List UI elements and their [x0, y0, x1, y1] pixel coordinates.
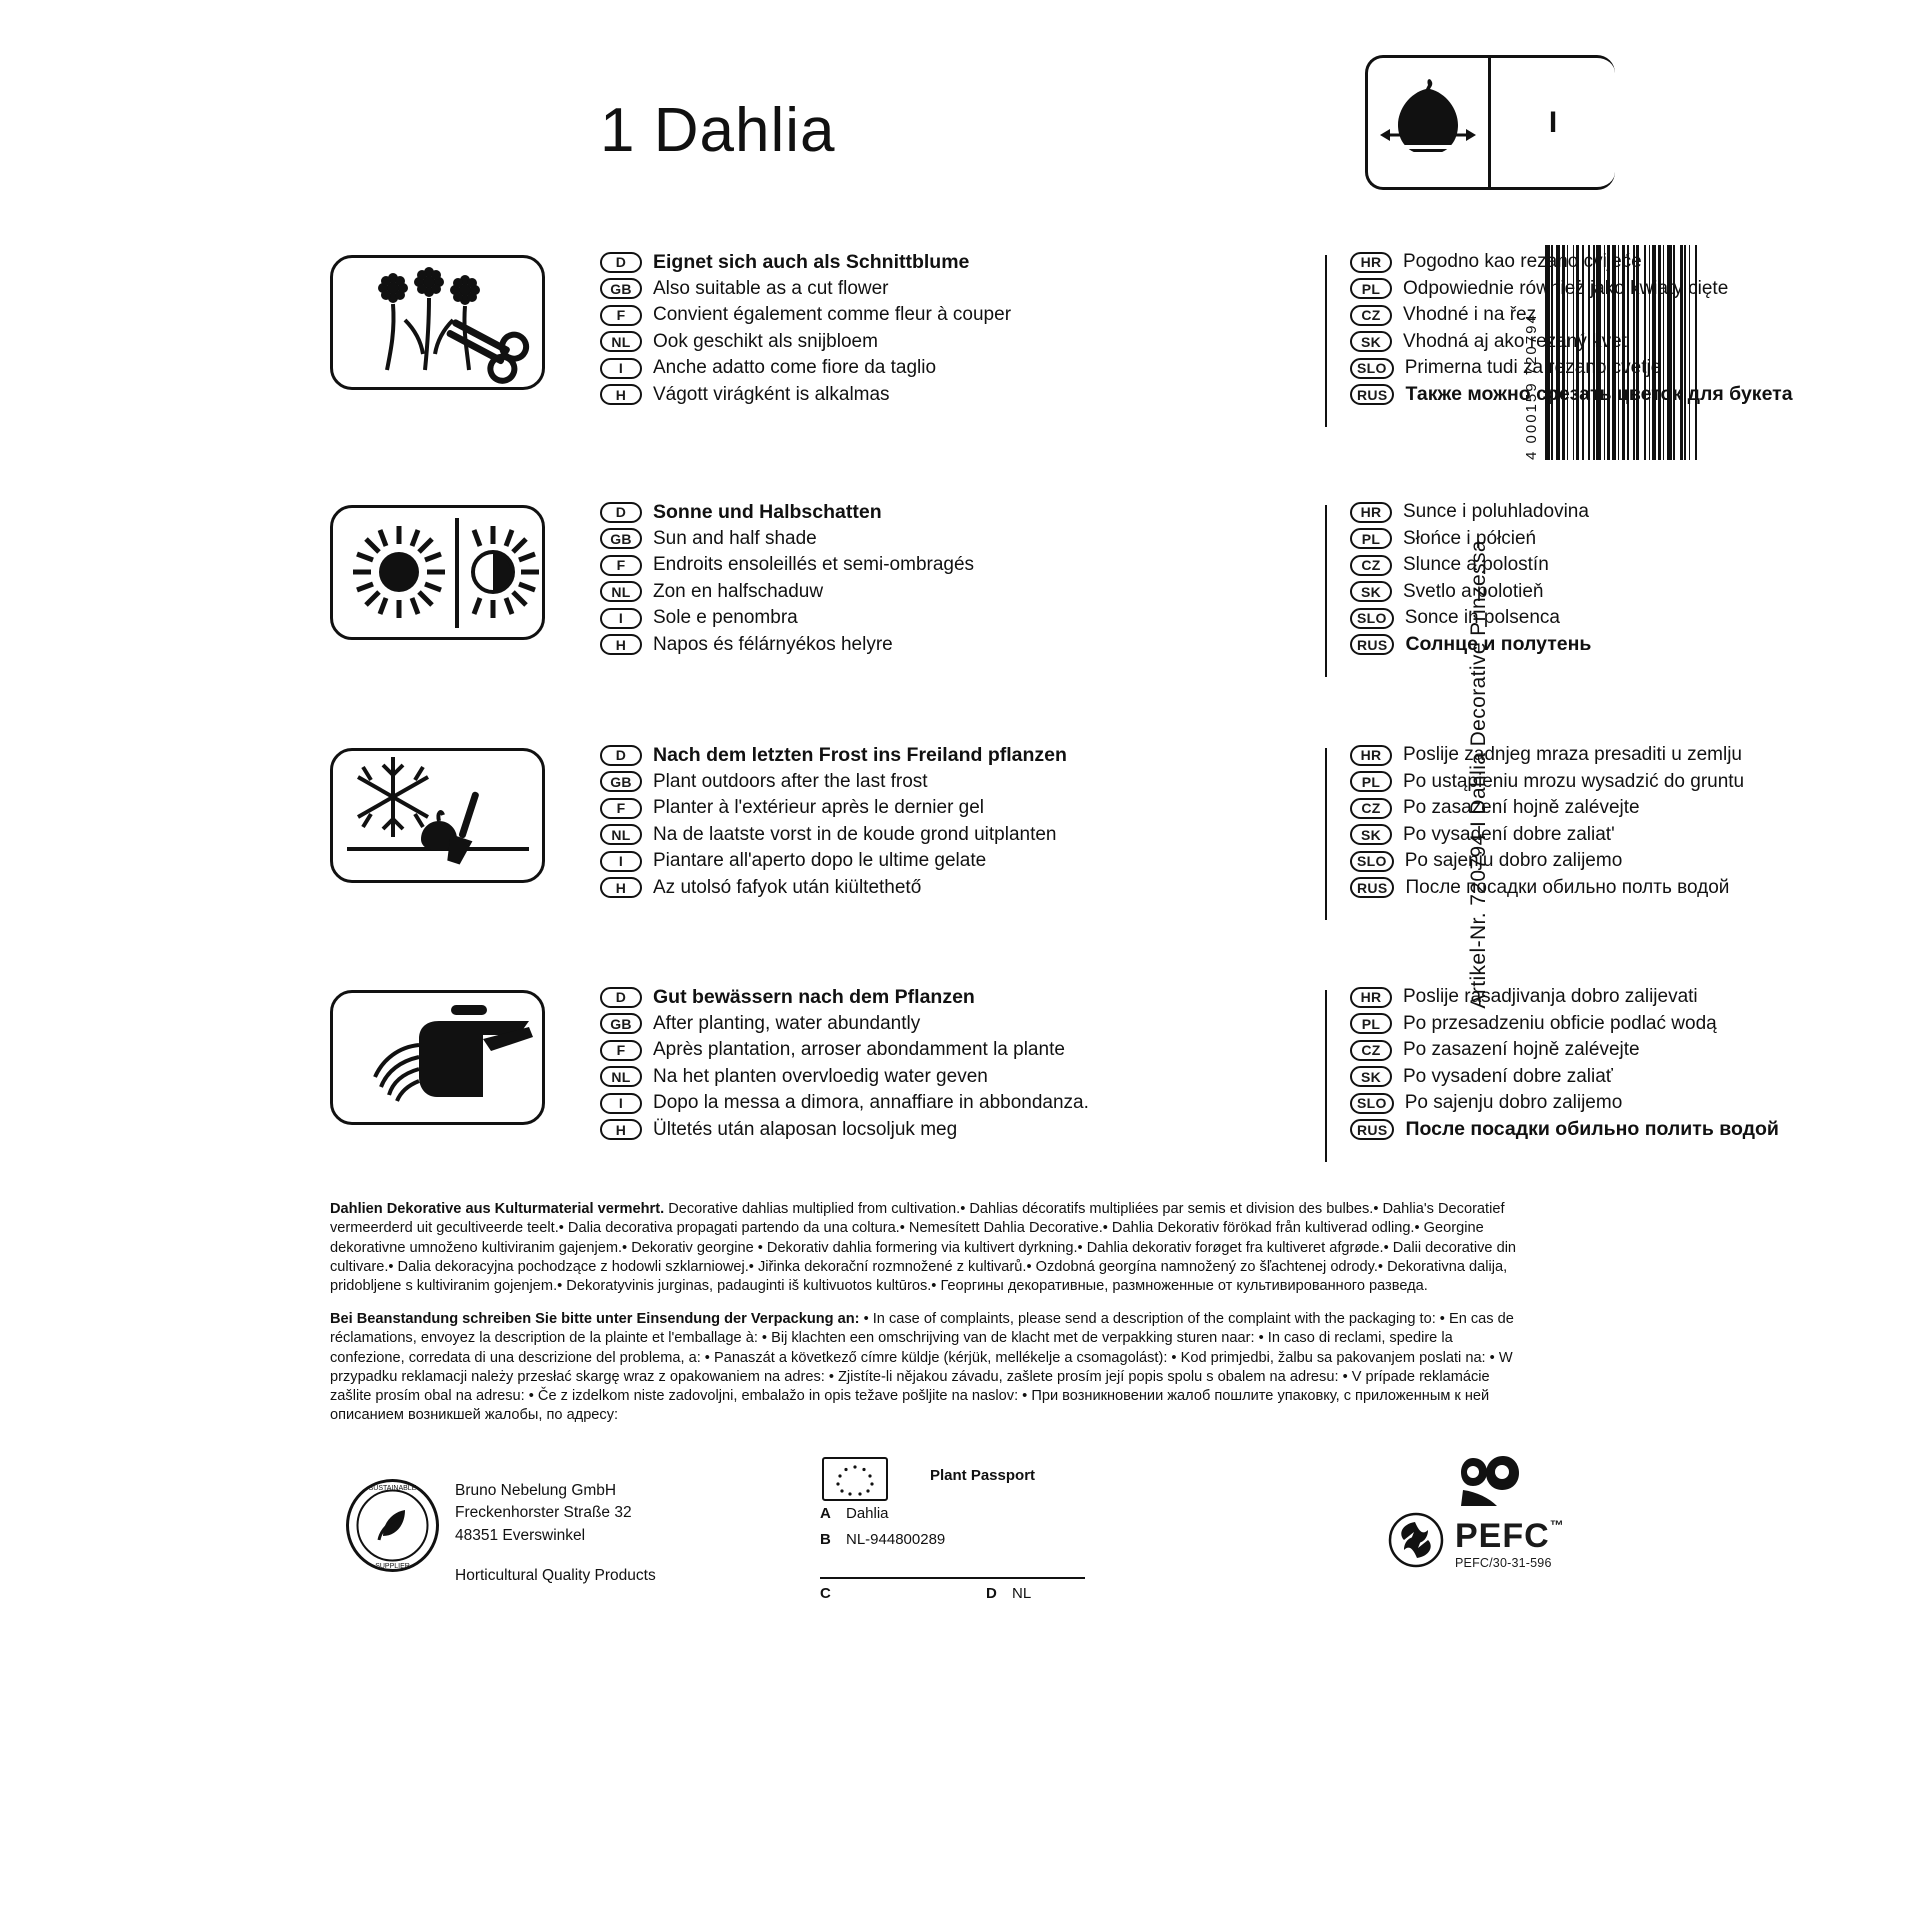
language-text: Vhodné i na řez	[1403, 304, 1537, 326]
language-text: После посадки обильно полить водой	[1405, 1118, 1779, 1141]
row-divider	[1325, 505, 1327, 677]
language-tag-slo: SLO	[1350, 1093, 1394, 1114]
cultivation-paragraph	[330, 1200, 1520, 1296]
language-text: Po ustąpieniu mrozu wysadzić do gruntu	[1403, 770, 1745, 792]
language-tag-sk: SK	[1350, 331, 1392, 352]
language-tag-d: D	[600, 745, 642, 766]
plant-passport-row	[820, 1500, 1110, 1526]
language-tag-hr: HR	[1350, 502, 1392, 523]
language-text: Vágott virágként is alkalmas	[653, 383, 890, 405]
language-line	[1350, 1117, 1790, 1144]
language-tag-d: D	[600, 987, 642, 1008]
language-tag-nl: NL	[600, 581, 642, 602]
language-line	[600, 382, 1040, 409]
language-tag-sk: SK	[1350, 824, 1392, 845]
language-tag-h: H	[600, 384, 642, 405]
language-line	[1350, 499, 1790, 526]
row-divider	[1325, 748, 1327, 920]
language-tag-cz: CZ	[1350, 798, 1392, 819]
language-line	[600, 848, 1040, 875]
language-tag-gb: GB	[600, 1013, 642, 1034]
language-line	[600, 329, 1040, 356]
language-tag-cz: CZ	[1350, 305, 1392, 326]
info-row-plant-after-frost	[330, 743, 1745, 923]
info-row-water-abundantly	[330, 985, 1779, 1165]
language-line	[1350, 276, 1790, 303]
language-line	[1350, 329, 1790, 356]
language-text: Po vysadení dobre zaliať	[1403, 1065, 1613, 1087]
language-tag-sk: SK	[1350, 581, 1392, 602]
language-text: Sonce in polsenca	[1404, 607, 1560, 629]
language-tag-nl: NL	[600, 824, 642, 845]
language-line	[1350, 302, 1790, 329]
language-line	[600, 1011, 1040, 1038]
language-line	[1350, 742, 1790, 769]
language-tag-pl: PL	[1350, 771, 1392, 792]
language-line	[600, 1037, 1065, 1064]
complaints-rest: • In case of complaints, please send a description of the complaint with the packaging to: • En cas de réclamations, envoyez la description de la plainte et l'emballage à: • Bij klachten een omschrijving van de klacht met de verpakking sturen naar: • In caso di reclami, spedire la confezione, corredata di una descrizione del problema, a: • Panaszát a következő címre küldje (kérjük, mellékelje a csomagolást): • Kod primjedbi, žalbu sa pakovanjem poslati na: • W przypadku reklamacji należy przesłać skargę wraz z opakowaniem na adres: • Zjistíte-li nějakou závadu, zašlete prosím její popis spolu s obalem na adresu: • V prípade reklamácie zašlite prosím obal na adresu: • Če z izdelkom niste zadovoljni, embalažo in opis težave pošljite na naslov: • При возникновении жалоб пошлите упаковку, с приложенным к ней описанием возникшей жалобы, по адресу:	[330, 1311, 1514, 1424]
language-tag-slo: SLO	[1350, 358, 1394, 379]
language-line	[600, 742, 1067, 769]
language-line	[600, 605, 1040, 632]
language-text: Dopo la messa a dimora, annaffiare in abbondanza.	[653, 1092, 1089, 1114]
language-tag-rus: RUS	[1350, 1119, 1394, 1140]
language-text: Na het planten overvloedig water geven	[653, 1065, 988, 1087]
language-tag-pl: PL	[1350, 1013, 1392, 1034]
language-tag-i: I	[600, 608, 642, 629]
lang-column-left	[600, 742, 1067, 901]
pp-key-d: D	[986, 1585, 997, 1602]
language-text: Napos és félárnyékos helyre	[653, 633, 893, 655]
language-line	[600, 984, 1040, 1011]
language-text: После посадки обильно полть водой	[1405, 876, 1730, 898]
language-text: Odpowiednie również jako kwiaty cięte	[1403, 277, 1729, 299]
language-tag-d: D	[600, 502, 642, 523]
svg-text:SUSTAINABLE: SUSTAINABLE	[368, 1485, 417, 1492]
language-line	[600, 276, 1040, 303]
pp-key: A	[820, 1504, 831, 1522]
language-line	[600, 579, 1040, 606]
language-line	[600, 249, 1040, 276]
language-tag-rus: RUS	[1350, 877, 1394, 898]
language-text: Pogodno kao rezano cvijeće	[1403, 251, 1642, 273]
language-text: Sonne und Halbschatten	[653, 500, 882, 523]
pp-value: Dahlia	[846, 1504, 889, 1522]
language-tag-gb: GB	[600, 771, 642, 792]
lang-column-right	[1350, 499, 1790, 658]
company-name: Bruno Nebelung GmbH	[455, 1482, 617, 1499]
language-text: Sun and half shade	[653, 527, 817, 549]
language-tag-slo: SLO	[1350, 851, 1394, 872]
language-tag-hr: HR	[1350, 745, 1392, 766]
pp-value-d: NL	[1012, 1585, 1032, 1602]
der-gruene-punkt-icon	[1388, 1512, 1444, 1568]
language-tag-f: F	[600, 305, 642, 326]
language-text: Gut bewässern nach dem Pflanzen	[653, 985, 975, 1008]
language-tag-pl: PL	[1350, 278, 1392, 299]
language-line	[600, 499, 1040, 526]
language-line	[1350, 848, 1790, 875]
plant-passport-row	[820, 1526, 1110, 1552]
cut-flower-icon	[330, 255, 545, 390]
bulb-size-box	[1365, 55, 1615, 190]
plant-passport-rows	[820, 1500, 1110, 1552]
language-line	[600, 769, 1040, 796]
language-text: Après plantation, arroser abondamment la plante	[653, 1039, 1065, 1061]
language-text: Po vysadení dobre zaliat'	[1403, 823, 1615, 845]
language-line	[1350, 1011, 1790, 1038]
language-text: Также можно срезать цветок для букета	[1405, 383, 1793, 406]
language-text: Po sajenju dobro zalijemo	[1404, 850, 1623, 872]
language-text: Po zasazení hojně zalévejte	[1403, 1039, 1640, 1061]
language-tag-sk: SK	[1350, 1066, 1392, 1087]
pp-value: NL-944800289	[846, 1530, 946, 1548]
cultivation-rest: Decorative dahlias multiplied from cultivation.• Dahlias décoratifs multipliées par semis et division des bulbes.• Dahlia's Decoratief vermeerderd uit gecultiveerde teelt.• Dalia decorativa propagati partendo da una coltura.• Nemesített Dahlia Decorative.• Dahlia Dekorativ förökad från kultiverad odling.• Georgine dekorativne umnoženo kultiviranim gajenjem.• Dekorativ georgine • Dekorativ dahlia formering via kultivert dyrkning.• Dahlia dekorativ forøget fra kultiveret afgrøde.• Dalii decorative din cultivare.• Dalia dekoracyjna pochodzące z hodowli szklarniowej.• Jiřinka dekorační rozmnožené z kultivarů.• Ozdobná georgína namnožený zo šľachtenej odrody.• Dekorativna dalija, pridobljene s kultiviranim gojenjem.• Dekoratyvinis jurginas, padauginti iš kultivuotos kultūros.• Георгины декоративные, размноженные от культивированного разведа.	[330, 1201, 1517, 1294]
language-text: Anche adatto come fiore da taglio	[653, 357, 937, 379]
language-text: Ültetés után alaposan locsoljuk meg	[653, 1118, 958, 1140]
lang-column-left	[600, 984, 1089, 1143]
language-tag-cz: CZ	[1350, 1040, 1392, 1061]
language-text: After planting, water abundantly	[653, 1012, 921, 1034]
language-line	[1350, 822, 1790, 849]
language-line	[600, 632, 1040, 659]
language-line	[600, 1090, 1089, 1117]
language-line	[600, 1117, 1040, 1144]
article-number-vertical: Artikel-Nr. 720794 I Dahlia Decorative Prinzessa	[1467, 540, 1490, 1009]
pefc-code: PEFC/30-31-596	[1455, 1556, 1552, 1570]
language-tag-h: H	[600, 877, 642, 898]
language-text: Sunce i poluhladovina	[1403, 501, 1589, 523]
language-line	[1350, 769, 1790, 796]
language-tag-hr: HR	[1350, 252, 1392, 273]
language-tag-nl: NL	[600, 1066, 642, 1087]
language-line	[1350, 249, 1790, 276]
language-tag-h: H	[600, 634, 642, 655]
language-text: Also suitable as a cut flower	[653, 277, 889, 299]
language-line	[1350, 1090, 1790, 1117]
company-city: 48351 Everswinkel	[455, 1526, 586, 1544]
language-text: Az utolsó fafyok után kiültethető	[653, 876, 922, 898]
language-line	[600, 795, 1040, 822]
plant-after-frost-icon	[330, 748, 545, 883]
lang-column-right	[1350, 742, 1790, 901]
language-line	[1350, 526, 1790, 553]
language-text: Po przesadzeniu obficie podlać wodą	[1403, 1012, 1717, 1034]
bulb-size-value: I	[1548, 105, 1558, 139]
language-tag-i: I	[600, 851, 642, 872]
cultivation-lead: Dahlien Dekorative aus Kulturmaterial vermehrt.	[330, 1201, 665, 1217]
lang-column-right	[1350, 249, 1793, 408]
language-tag-nl: NL	[600, 331, 642, 352]
language-text: Sole e penombra	[653, 607, 798, 629]
language-tag-f: F	[600, 798, 642, 819]
language-line	[1350, 382, 1793, 409]
language-line	[1350, 632, 1790, 659]
language-tag-i: I	[600, 1093, 642, 1114]
language-text: Słońce i półcień	[1403, 527, 1537, 549]
language-text: Slunce a polostín	[1403, 554, 1549, 576]
language-tag-f: F	[600, 555, 642, 576]
language-text: Po sajenju dobro zalijemo	[1404, 1092, 1623, 1114]
company-tagline: Horticultural Quality Products	[455, 1567, 656, 1585]
language-text: Piantare all'aperto dopo le ultime gelate	[653, 850, 987, 872]
language-line	[1350, 355, 1790, 382]
lang-column-left	[600, 249, 1040, 408]
language-text: Endroits ensoleillés et semi-ombragés	[653, 554, 975, 576]
pefc-trademark: ™	[1549, 1517, 1565, 1533]
page-title: 1 Dahlia	[600, 96, 836, 165]
language-tag-i: I	[600, 358, 642, 379]
pefc-tree-icon	[1455, 1450, 1535, 1510]
language-line	[600, 552, 1040, 579]
language-text: Planter à l'extérieur après le dernier gel	[653, 797, 985, 819]
svg-text:SUPPLIER: SUPPLIER	[375, 1563, 410, 1570]
language-tag-cz: CZ	[1350, 555, 1392, 576]
lang-column-left	[600, 499, 1040, 658]
language-text: Ook geschikt als snijbloem	[653, 330, 878, 352]
language-line	[1350, 1037, 1790, 1064]
language-tag-f: F	[600, 1040, 642, 1061]
language-tag-slo: SLO	[1350, 608, 1394, 629]
pp-key: B	[820, 1530, 831, 1548]
language-tag-pl: PL	[1350, 528, 1392, 549]
company-address	[455, 1480, 656, 1588]
language-line	[1350, 875, 1790, 902]
watering-can-icon	[330, 990, 545, 1125]
language-line	[600, 875, 1040, 902]
language-tag-gb: GB	[600, 528, 642, 549]
barcode-digits: 4 000159 720794	[1523, 313, 1540, 460]
language-text: Vhodná aj ako rezaný kvet	[1403, 330, 1627, 352]
pefc-logo	[1455, 1450, 1655, 1570]
bulb-width-icon	[1368, 58, 1488, 187]
language-text: Eignet sich auch als Schnittblume	[653, 250, 970, 273]
sun-half-shade-icon	[330, 505, 545, 640]
language-tag-d: D	[600, 252, 642, 273]
language-text: Plant outdoors after the last frost	[653, 770, 928, 792]
language-tag-gb: GB	[600, 278, 642, 299]
language-text: Poslije rasadjivanja dobro zalijevati	[1403, 986, 1698, 1008]
sustainable-supplier-icon	[345, 1478, 440, 1573]
language-tag-h: H	[600, 1119, 642, 1140]
language-line	[600, 355, 1040, 382]
pefc-label: PEFC™	[1455, 1517, 1565, 1555]
language-line	[1350, 552, 1790, 579]
language-text: Солнце и полутень	[1405, 633, 1592, 656]
language-line	[1350, 984, 1790, 1011]
language-line	[1350, 605, 1790, 632]
row-divider	[1325, 255, 1327, 427]
language-line	[600, 302, 1040, 329]
language-line	[600, 526, 1040, 553]
language-tag-hr: HR	[1350, 987, 1392, 1008]
language-line	[1350, 579, 1790, 606]
plant-passport-divider	[820, 1577, 1085, 1579]
language-text: Na de laatste vorst in de koude grond uitplanten	[653, 823, 1057, 845]
language-line	[600, 822, 1057, 849]
language-text: Nach dem letzten Frost ins Freiland pflanzen	[653, 743, 1067, 766]
eu-flag-icon	[822, 1457, 888, 1501]
company-street: Freckenhorster Straße 32	[455, 1504, 632, 1522]
language-line	[600, 1064, 1040, 1091]
lang-column-right	[1350, 984, 1790, 1143]
language-text: Convient également comme fleur à couper	[653, 304, 1012, 326]
info-row-sun-half-shade	[330, 500, 1592, 680]
language-line	[1350, 795, 1790, 822]
plant-passport-title: Plant Passport	[930, 1467, 1036, 1484]
language-tag-rus: RUS	[1350, 634, 1394, 655]
complaints-lead: Bei Beanstandung schreiben Sie bitte unter Einsendung der Verpackung an:	[330, 1311, 860, 1327]
language-text: Poslije zadnjeg mraza presaditi u zemlju	[1403, 744, 1742, 766]
language-tag-rus: RUS	[1350, 384, 1394, 405]
language-text: Primerna tudi za rezano cvetje	[1404, 357, 1662, 379]
language-line	[1350, 1064, 1790, 1091]
complaints-paragraph	[330, 1310, 1520, 1426]
language-text: Po zasazení hojně zalévejte	[1403, 797, 1640, 819]
plant-passport-bottom-row	[820, 1585, 1110, 1602]
pp-key-c: C	[820, 1585, 831, 1602]
language-text: Zon en halfschaduw	[653, 580, 824, 602]
language-text: Svetlo a polotieň	[1403, 580, 1544, 602]
row-divider	[1325, 990, 1327, 1162]
